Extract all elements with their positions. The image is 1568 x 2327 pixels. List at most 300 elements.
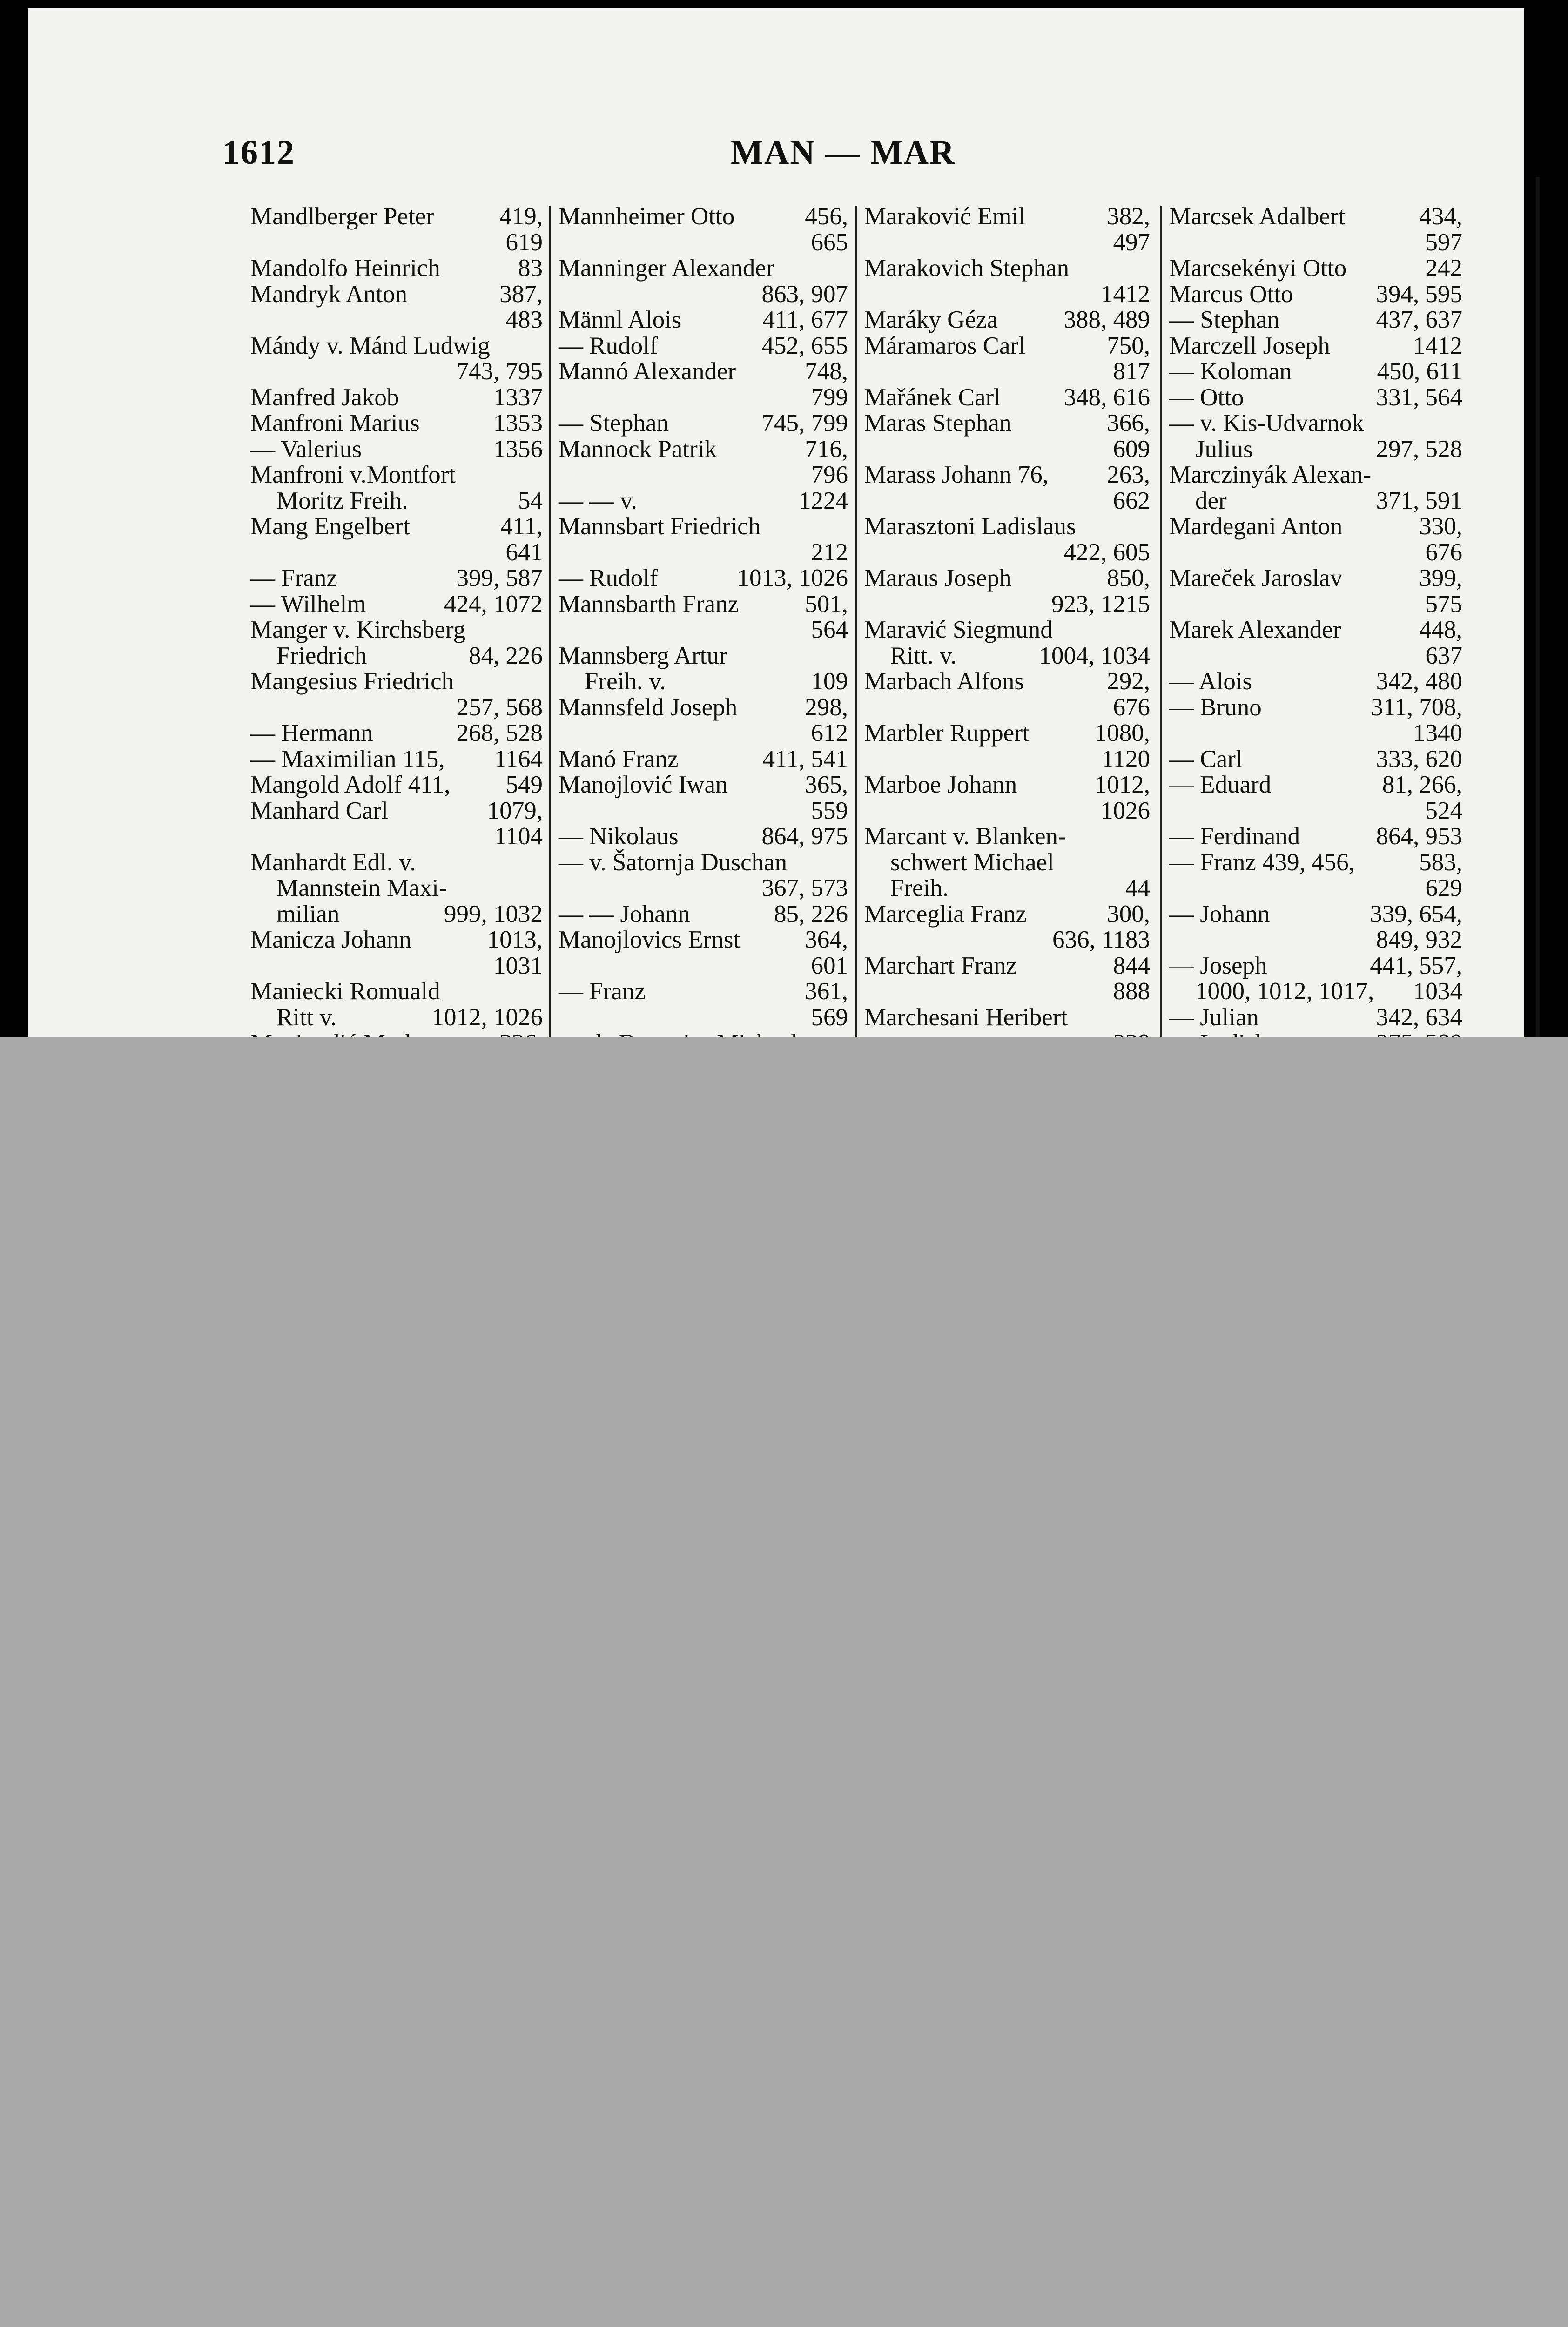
index-entry-line [250,875,543,901]
entry-page-refs: 81, 266, [1382,771,1462,798]
entry-page-refs: 559 [811,797,848,824]
entry-name: — Alois [1169,668,1252,695]
index-entry-line [250,695,543,721]
entry-name: Moritz Freih. [276,487,408,514]
entry-name: Marczell Joseph [1169,332,1330,359]
entry-page-refs: 1120 [1101,745,1150,773]
entry-page-refs: 456, [805,203,848,230]
entry-name: Mannó Alexander [559,358,736,385]
index-entry-line [864,385,1150,411]
index-entry-line [250,204,543,230]
index-entry-line [250,592,543,618]
entry-name: Manhardt Edl. v. [250,848,416,876]
entry-page-refs: 676 [1113,693,1150,721]
entry-page-refs: 575 [1425,590,1462,618]
entry-name: Mannock Patrik [559,435,717,463]
entry-page-refs: 452, 655 [761,332,848,359]
index-entry-line [559,592,848,618]
index-entry-line [1169,695,1462,721]
index-entry-line [864,565,1150,592]
entry-page-refs: 342, 480 [1376,668,1462,695]
index-column-2 [559,204,848,1056]
entry-name: Marbler Ruppert [864,720,1030,747]
blank-scan-area [0,1037,1568,2327]
index-entry-line [250,437,543,463]
index-entry-line [250,462,543,488]
entry-page-refs: 483 [505,306,543,333]
index-entry-line [1169,824,1462,850]
entry-name: — Valerius [250,435,362,463]
entry-page-refs: 796 [811,461,848,488]
index-entry-line [864,282,1150,308]
index-entry-line [250,798,543,824]
entry-page-refs: 609 [1113,435,1150,463]
entry-page-refs: 849, 932 [1376,926,1462,953]
entry-page-refs: 1337 [493,383,543,411]
index-entry-line [250,617,543,643]
index-entry-line [559,540,848,566]
entry-page-refs: 636, 1183 [1052,926,1150,953]
entry-name: Mardegani Anton [1169,513,1343,540]
index-entry-line [1169,669,1462,695]
page-number: 1612 [222,134,295,172]
entry-page-refs: 743, 795 [456,358,543,385]
index-entry-line [864,437,1150,463]
entry-page-refs: 1224 [799,487,848,514]
index-entry-line [1169,953,1462,979]
entry-page-refs: 331, 564 [1376,383,1462,411]
entry-page-refs: 524 [1425,797,1462,824]
entry-name: Freih. [890,874,949,901]
entry-page-refs: 637 [1425,642,1462,669]
entry-page-refs: 564 [811,616,848,643]
index-entry-line [1169,385,1462,411]
entry-page-refs: 339, 654, [1370,900,1462,928]
index-entry-line [250,669,543,695]
entry-name: Mandolfo Heinrich [250,255,440,282]
entry-name: Máramaros Carl [864,332,1025,359]
entry-page-refs: 641 [505,538,543,566]
entry-page-refs: 242 [1425,255,1462,282]
entry-page-refs: 601 [811,952,848,979]
entry-name: 1000, 1012, 1017, [1195,978,1374,1005]
index-entry-line [559,798,848,824]
entry-name: Marceglia Franz [864,900,1027,928]
entry-name: Julius [1195,435,1253,463]
entry-name: — Rudolf [559,332,658,359]
index-entry-line [1169,514,1462,540]
index-entry-line [559,307,848,333]
column-rule [855,206,857,1044]
entry-page-refs: 382, [1107,203,1150,230]
index-entry-line [864,230,1150,256]
index-entry-line [1169,307,1462,333]
entry-name: Mangesius Friedrich [250,668,454,695]
entry-name: — — Johann [559,900,690,928]
entry-name: Marcsek Adalbert [1169,203,1346,230]
index-entry-line [1169,437,1462,463]
index-entry-line [1169,798,1462,824]
entry-page-refs: 1412 [1413,332,1462,359]
entry-page-refs: 665 [811,229,848,256]
entry-name: Mannheimer Otto [559,203,735,230]
entry-page-refs: 212 [811,538,848,566]
entry-page-refs: 748, [805,358,848,385]
column-rule [549,206,551,1044]
entry-name: — Franz 439, 456, [1169,848,1355,876]
index-entry-line [250,307,543,333]
entry-name: — Franz [559,978,646,1005]
index-entry-line [1169,282,1462,308]
index-entry-line [250,979,543,1005]
entry-page-refs: 441, 557, [1370,952,1462,979]
entry-name: Marakovich Stephan [864,255,1070,282]
index-entry-line [864,901,1150,928]
entry-name: Mannsfeld Joseph [559,693,738,721]
index-entry-line [250,953,543,979]
entry-page-refs: 399, 587 [456,565,543,592]
entry-page-refs: 450, 611 [1377,358,1462,385]
index-entry-line [864,875,1150,901]
entry-name: der [1195,487,1227,514]
entry-name: — Nikolaus [559,823,679,850]
entry-page-refs: 388, 489 [1063,306,1150,333]
index-entry-line [864,410,1150,437]
index-entry-line [1169,927,1462,953]
entry-name: Ritt v. [276,1003,337,1031]
entry-name: Männl Alois [559,306,681,333]
index-entry-line [250,256,543,282]
entry-page-refs: 612 [811,720,848,747]
entry-page-refs: 419, [499,203,543,230]
index-entry-line [250,488,543,514]
entry-name: — Bruno [1169,693,1262,721]
index-entry-line [1169,410,1462,437]
entry-page-refs: 864, 975 [761,823,848,850]
entry-page-refs: 1013, [487,926,543,953]
index-entry-line [864,824,1150,850]
index-entry-line [1169,488,1462,514]
entry-page-refs: 311, 708, [1371,693,1462,721]
entry-name: Marcus Otto [1169,280,1293,308]
entry-page-refs: 597 [1425,229,1462,256]
index-entry-line [864,720,1150,747]
index-entry-line [250,385,543,411]
entry-page-refs: 1080, [1094,720,1150,747]
index-entry-line [250,901,543,928]
index-entry-line [250,333,543,359]
entry-page-refs: 361, [805,978,848,1005]
entry-name: — Maximilian 115, [250,745,445,773]
entry-page-refs: 300, [1107,900,1150,928]
index-entry-line [559,901,848,928]
index-entry-line [1169,901,1462,928]
entry-name: Mangold Adolf 411, [250,771,451,798]
entry-page-refs: 297, 528 [1376,435,1462,463]
index-entry-line [559,333,848,359]
entry-name: Maráky Géza [864,306,998,333]
entry-page-refs: 662 [1113,487,1150,514]
entry-name: Mannstein Maxi- [276,874,447,901]
entry-page-refs: 1026 [1101,797,1150,824]
entry-page-refs: 292, [1107,668,1150,695]
index-entry-line [559,927,848,953]
index-entry-line [559,462,848,488]
index-entry-line [559,410,848,437]
index-entry-line [864,488,1150,514]
entry-name: Maravić Siegmund [864,616,1053,643]
entry-page-refs: 676 [1425,538,1462,566]
entry-name: — Otto [1169,383,1244,411]
index-entry-line [864,953,1150,979]
entry-page-refs: 330, [1419,513,1462,540]
index-entry-line [559,565,848,592]
entry-page-refs: 1012, [1094,771,1150,798]
index-entry-line [559,695,848,721]
entry-page-refs: 365, [805,771,848,798]
index-entry-line [250,540,543,566]
index-entry-line [559,720,848,747]
entry-page-refs: 437, 637 [1376,306,1462,333]
entry-name: — Stephan [1169,306,1279,333]
index-entry-line [864,643,1150,669]
entry-name: Manfroni v.Montfort [250,461,456,488]
index-entry-line [864,333,1150,359]
entry-page-refs: 44 [1125,874,1150,901]
index-entry-line [559,669,848,695]
entry-name: — Julian [1169,1003,1259,1031]
entry-page-refs: 1079, [487,797,543,824]
entry-name: — Wilhelm [250,590,366,618]
entry-name: — Hermann [250,720,373,747]
entry-name: Maraus Joseph [864,565,1012,592]
index-entry-line [250,824,543,850]
entry-name: — Eduard [1169,771,1272,798]
index-entry-line [559,282,848,308]
entry-page-refs: 434, [1419,203,1462,230]
entry-page-refs: 1340 [1413,720,1462,747]
index-entry-line [864,927,1150,953]
entry-page-refs: 411, 677 [762,306,848,333]
index-entry-line [559,747,848,773]
entry-page-refs: 1353 [493,410,543,437]
entry-name: Manfred Jakob [250,383,399,411]
index-entry-line [1169,875,1462,901]
index-entry-line [1169,256,1462,282]
index-entry-line [864,1005,1150,1031]
entry-name: Manfroni Marius [250,410,420,437]
index-entry-line [864,462,1150,488]
index-entry-line [559,230,848,256]
index-entry-line [559,772,848,798]
entry-page-refs: 750, [1107,332,1150,359]
entry-name: Marboe Johann [864,771,1017,798]
entry-name: Marass Johann 76, [864,461,1049,488]
entry-page-refs: 999, 1032 [444,900,543,928]
index-entry-line [559,643,848,669]
index-entry-line [1169,462,1462,488]
index-entry-line [1169,979,1462,1005]
index-entry-line [559,385,848,411]
entry-page-refs: 371, 591 [1376,487,1462,514]
index-entry-line [250,1005,543,1031]
entry-name: Marczinyák Alexan- [1169,461,1372,488]
entry-name: Marcant v. Blanken- [864,823,1066,850]
entry-name: — Johann [1169,900,1270,928]
index-entry-line [559,875,848,901]
entry-page-refs: 619 [505,229,543,256]
index-entry-line [1169,617,1462,643]
entry-name: Mannsberg Artur [559,642,727,669]
entry-page-refs: 799 [811,383,848,411]
entry-page-refs: 411, [500,513,543,540]
index-entry-line [250,927,543,953]
index-entry-line [1169,540,1462,566]
running-head: MAN — MAR [731,134,956,172]
entry-page-refs: 497 [1113,229,1150,256]
index-entry-line [250,720,543,747]
entry-name: Manhard Carl [250,797,388,824]
entry-page-refs: 109 [811,668,848,695]
page-edge-shadow [1536,177,1540,1038]
entry-name: — Ferdinand [1169,823,1300,850]
entry-page-refs: 257, 568 [456,693,543,721]
scanned-page [28,8,1524,1037]
index-entry-line [864,540,1150,566]
entry-page-refs: 583, [1419,848,1462,876]
index-entry-line [864,514,1150,540]
index-entry-line [250,850,543,876]
entry-page-refs: 745, 799 [761,410,848,437]
index-entry-line [864,798,1150,824]
entry-page-refs: 366, [1107,410,1150,437]
entry-page-refs: 422, 605 [1063,538,1150,566]
index-entry-line [1169,565,1462,592]
entry-page-refs: 84, 226 [469,642,543,669]
entry-page-refs: 817 [1113,358,1150,385]
index-entry-line [1169,592,1462,618]
index-entry-line [250,410,543,437]
entry-page-refs: 569 [811,1003,848,1031]
entry-page-refs: 863, 907 [761,280,848,308]
entry-name: Manicza Johann [250,926,411,953]
entry-page-refs: 888 [1113,978,1150,1005]
entry-page-refs: 850, [1107,565,1150,592]
index-column-4 [1169,204,1462,1056]
entry-name: Manger v. Kirchsberg [250,616,466,643]
column-rule [1160,206,1162,1044]
index-entry-line [559,979,848,1005]
entry-page-refs: 1356 [493,435,543,463]
index-entry-line [1169,1005,1462,1031]
entry-name: Maras Stephan [864,410,1012,437]
index-entry-line [250,772,543,798]
index-entry-line [559,850,848,876]
index-entry-line [864,669,1150,695]
entry-page-refs: 923, 1215 [1051,590,1150,618]
index-entry-line [864,695,1150,721]
entry-page-refs: 424, 1072 [444,590,543,618]
entry-page-refs: 448, [1419,616,1462,643]
entry-page-refs: 85, 226 [774,900,848,928]
index-entry-line [559,953,848,979]
entry-page-refs: 387, [499,280,543,308]
index-entry-line [250,282,543,308]
index-entry-line [864,256,1150,282]
index-entry-line [1169,230,1462,256]
entry-page-refs: 394, 595 [1376,280,1462,308]
index-entry-line [1169,850,1462,876]
entry-page-refs: 364, [805,926,848,953]
entry-page-refs: 629 [1425,874,1462,901]
entry-page-refs: 367, 573 [761,874,848,901]
index-entry-line [1169,720,1462,747]
index-entry-line [864,359,1150,385]
entry-name: Manojlovics Ernst [559,926,740,953]
entry-name: Maniecki Romuald [250,978,440,1005]
entry-page-refs: 348, 616 [1063,383,1150,411]
entry-name: Mándy v. Mánd Ludwig [250,332,490,359]
entry-page-refs: 298, [805,693,848,721]
entry-name: Manninger Alexander [559,255,774,282]
entry-name: Friedrich [276,642,367,669]
entry-name: Mareček Jaroslav [1169,565,1343,592]
entry-name: — Stephan [559,410,669,437]
index-column-3 [864,204,1150,1056]
entry-name: Maraković Emil [864,203,1025,230]
index-entry-line [1169,747,1462,773]
entry-name: Marasztoni Ladislaus [864,513,1076,540]
index-entry-line [1169,772,1462,798]
entry-page-refs: 1031 [493,952,543,979]
index-entry-line [864,204,1150,230]
entry-name: Marchart Franz [864,952,1017,979]
entry-page-refs: 844 [1113,952,1150,979]
index-entry-line [1169,333,1462,359]
entry-page-refs: 263, [1107,461,1150,488]
entry-name: — v. Kis-Udvarnok [1169,410,1365,437]
entry-page-refs: 333, 620 [1376,745,1462,773]
index-entry-line [559,359,848,385]
index-column-1 [250,204,543,1056]
index-entry-line [559,1005,848,1031]
index-entry-line [1169,643,1462,669]
entry-page-refs: 1412 [1101,280,1150,308]
index-entry-line [864,850,1150,876]
index-entry-line [864,772,1150,798]
entry-page-refs: 1013, 1026 [737,565,848,592]
entry-name: Mannsbart Friedrich [559,513,761,540]
entry-name: — Franz [250,565,337,592]
index-entry-line [250,230,543,256]
entry-page-refs: 268, 528 [456,720,543,747]
entry-name: Manó Franz [559,745,679,773]
index-entry-line [559,437,848,463]
index-entry-line [1169,359,1462,385]
entry-name: milian [276,900,340,928]
index-entry-line [250,514,543,540]
entry-name: schwert Michael [890,848,1054,876]
entry-name: Marek Alexander [1169,616,1341,643]
entry-name: — v. Šatornja Duschan [559,848,787,876]
index-entry-line [250,643,543,669]
entry-name: Mařánek Carl [864,383,1001,411]
index-entry-line [250,359,543,385]
index-entry-line [559,204,848,230]
entry-name: Marcsekényi Otto [1169,255,1347,282]
entry-page-refs: 1104 [494,823,543,850]
index-entry-line [864,307,1150,333]
